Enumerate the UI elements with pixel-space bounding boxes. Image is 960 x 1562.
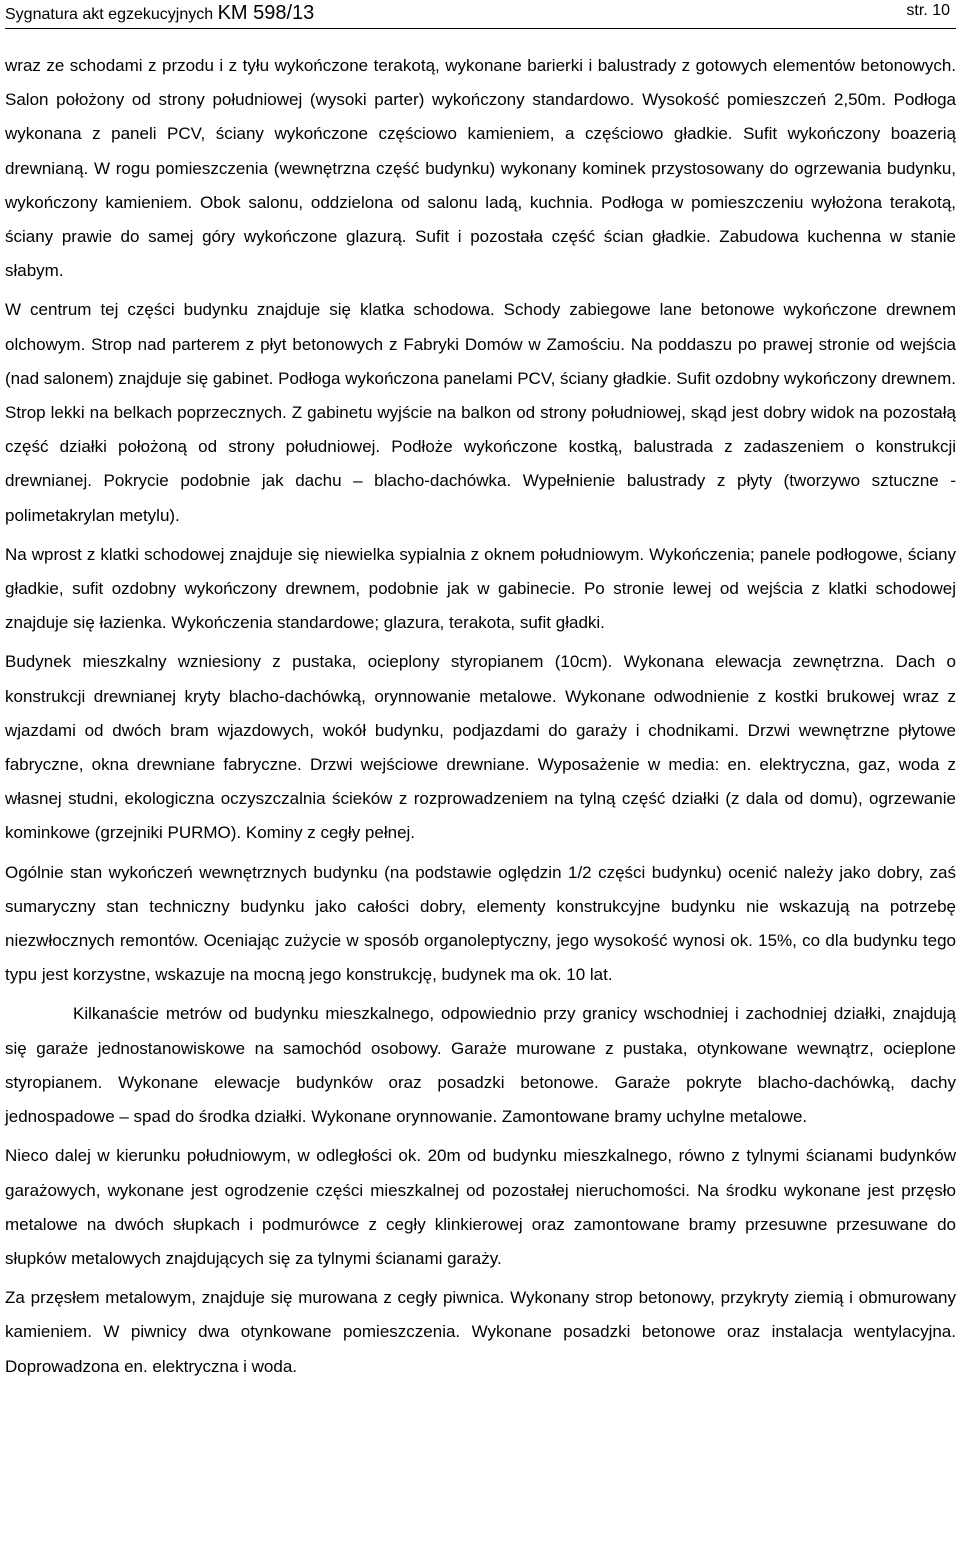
paragraph: Kilkanaście metrów od budynku mieszkalnego, odpowiednio przy granicy wschodniej i zachodniej działki, znajdują się garaże jednostanowiskowe na samochód osobowy. Garaże murowane z pustaka, otynkowane wewnątrz, ocieplone styropianem. Wykonane elewacje budynków oraz posadzki betonowe. Garaże pokryte blacho-dachówką, dachy jednospadowe – spad do środka działki. Wykonane orynnowanie. Zamontowane bramy uchylne metalowe. [5,1004,956,1127]
page-number: str. 10 [906,2,950,19]
paragraph: Nieco dalej w kierunku południowym, w odległości ok. 20m od budynku mieszkalnego, równo z tylnymi ścianami budynków garażowych, wykonane jest ogrodzenie części mieszkalnej od pozostałej nieruchomości. Na środku wykonane jest przęsło metalowe na dwóch słupkach i podmurówce z cegły klinkierowej oraz zamontowane bramy przesuwne przesuwane do słupków metalowych znajdujących się za tylnymi ścianami garaży. [5,1146,956,1268]
page-header [5,0,956,29]
header-title-prefix: Sygnatura akt egzekucyjnych [5,6,214,23]
paragraph: Na wprost z klatki schodowej znajduje się niewielka sypialnia z oknem południowym. Wykończenia; panele podłogowe, ściany gładkie, sufit ozdobny wykończony drewnem, podobnie jak w gabinecie. Po stronie lewej od wejścia z klatki schodowej znajduje się łazienka. Wykończenia standardowe; glazura, terakota, sufit gładki. [5,544,956,633]
header-title [5,2,314,25]
paragraph: Budynek mieszkalny wzniesiony z pustaka, ocieplony styropianem (10cm). Wykonana elewacja zewnętrzna. Dach o konstrukcji drewnianej kryty blacho-dachówką, orynnowanie metalowe. Wykonane odwodnienie z kostki brukowej wraz z wjazdami od dwóch bram wjazdowych, wokół budynku, podjazdami do garaży i chodnikami. Drzwi wewnętrzne płytowe fabryczne, okna drewniane fabryczne. Drzwi wejściowe drewniane. Wyposażenie w media: en. elektryczna, gaz, woda z własnej studni, ekologiczna oczyszczalnia ścieków z rozprowadzeniem na tylną część działki (z dala od domu), ogrzewanie kominkowe (grzejniki PURMO). Kominy z cegły pełnej. [5,652,956,843]
header-case-number: KM 598/13 [217,2,315,24]
paragraph: wraz ze schodami z przodu i z tyłu wykończone terakotą, wykonane barierki i balustrady z gotowych elementów betonowych. Salon położony od strony południowej (wysoki parter) wykończony standardowo. Wysokość pomieszczeń 2,50m. Podłoga wykonana z paneli PCV, ściany wykończone częściowo kamieniem, a częściowo gładkie. Sufit wykończony boazerią drewnianą. W rogu pomieszczenia (wewnętrzna część budynku) wykonany kominek przystosowany do ogrzewania budynku, wykończony kamieniem. Obok salonu, oddzielona od salonu ladą, kuchnia. Podłoga w pomieszczeniu wyłożona terakotą, ściany prawie do samej góry wykończone glazurą. Sufit i pozostała część ścian gładkie. Zabudowa kuchenna w stanie słabym. [5,56,956,281]
paragraph: W centrum tej części budynku znajduje się klatka schodowa. Schody zabiegowe lane betonowe wykończone drewnem olchowym. Strop nad parterem z płyt betonowych z Fabryki Domów w Zamościu. Na poddaszu po prawej stronie od wejścia (nad salonem) znajduje się gabinet. Podłoga wykończona panelami PCV, ściany gładkie. Sufit ozdobny wykończony drewnem. Strop lekki na belkach poprzecznych. Z gabinetu wyjście na balkon od strony południowej, skąd jest dobry widok na pozostałą część działki położoną od strony południowej. Podłoże wykończone kostką, balustrada z zadaszeniem o konstrukcji drewnianej. Pokrycie podobnie jak dachu – blacho-dachówka. Wypełnienie balustrady z płyty (tworzywo sztuczne - polimetakrylan metylu). [5,300,956,525]
document-body [5,49,956,1384]
paragraph: Ogólnie stan wykończeń wewnętrznych budynku (na podstawie oględzin 1/2 części budynku) ocenić należy jako dobry, zaś sumaryczny stan techniczny budynku jako całości dobry, elementy konstrukcyjne budynku nie wskazują na potrzebę niezwłocznych remontów. Oceniając zużycie w sposób organoleptyczny, jego wysokość wynosi ok. 15%, co dla budynku tego typu jest korzystne, wskazuje na mocną jego konstrukcję, budynek ma ok. 10 lat. [5,862,956,985]
paragraph: Za przęsłem metalowym, znajduje się murowana z cegły piwnica. Wykonany strop betonowy, przykryty ziemią i obmurowany kamieniem. W piwnicy dwa otynkowane pomieszczenia. Wykonane posadzki betonowe oraz instalacja wentylacyjna. Doprowadzona en. elektryczna i woda. [5,1288,956,1376]
